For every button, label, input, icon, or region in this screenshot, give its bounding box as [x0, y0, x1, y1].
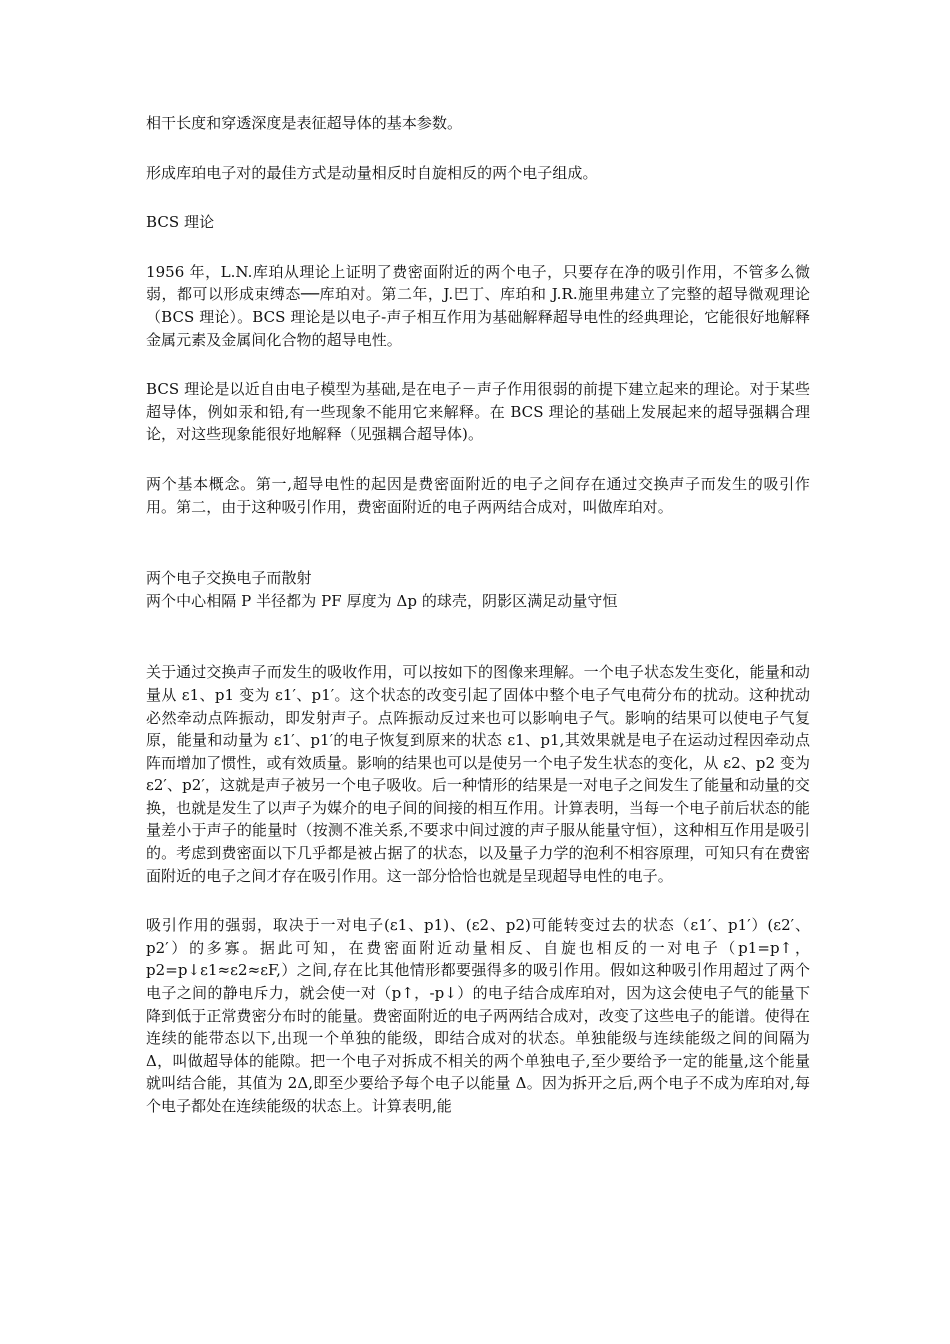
document-page [146, 112, 810, 1118]
paragraph-cooper-pair-formation: 形成库珀电子对的最佳方式是动量相反时自旋相反的两个电子组成。 [146, 163, 598, 182]
paragraph-bcs-history: 1956 年，L.N.库珀从理论上证明了费密面附近的两个电子，只要存在净的吸引作用，不管多么微弱，都可以形成束缚态──库珀对。第二年，J.巴丁、库珀和 J.R.施里弗建立了完整的超导微观理论（BCS 理论）。BCS 理论是以电子-声子相互作用为基础解释超导电性的经典理论，它能很好地解释金属元素及金属间化合物的超导电性。 [146, 262, 810, 349]
heading-bcs-theory: BCS 理论 [146, 213, 215, 232]
caption-electron-scattering: 两个电子交换电子而散射 [146, 569, 312, 588]
paragraph-coherence-length: 相干长度和穿透深度是表征超导体的基本参数。 [146, 114, 463, 132]
caption-spherical-shells: 两个中心相隔 P 半径都为 PF 厚度为 Δp 的球壳，阴影区满足动量守恒 [146, 591, 618, 610]
paragraph-attraction-strength: 吸引作用的强弱，取决于一对电子(ε1、p1)、(ε2、p2)可能转变过去的状态（ε1′、p1′）(ε2′、p2′）的多寡。据此可知，在费密面附近动量相反、自旋也相反的一对电子（p1=p↑，p2=p↓ε1≈ε2≈εF,）之间,存在比其他情形都要强得多的吸引作用。假如这种吸引作用超过了两个电子之间的静电斥力，就会使一对（p↑，-p↓）的电子结合成库珀对，因为这会使电子气的能量下降到低于正常费密分布时的能量。费密面附近的电子两两结合成对，改变了这些电子的能谱。使得在连续的能带态以下,出现一个单独的能级，即结合成对的状态。单独能级与连续能级之间的间隔为 Δ，叫做超导体的能隙。把一个电子对拆成不相关的两个单独电子,至少要给予一定的能量,这个能量就叫结合能，其值为 2Δ,即至少要给予每个电子以能量 Δ。因为拆开之后,两个电子不成为库珀对,每个电子都处在连续能级的状态上。计算表明,能 [146, 916, 810, 1115]
paragraph-phonon-exchange: 关于通过交换声子而发生的吸收作用，可以按如下的图像来理解。一个电子状态发生变化，能量和动量从 ε1、p1 变为 ε1′、p1′。这个状态的改变引起了固体中整个电子气电荷分布的扰动。这种扰动必然牵动点阵振动，即发射声子。点阵振动反过来也可以影响电子气。影响的结果可以使电子气复原，能量和动量为 ε1′、p1′的电子恢复到原来的状态 ε1、p1,其效果就是电子在运动过程因牵动点阵而增加了惯性，或有效质量。影响的结果也可以是使另一个电子发生状态的变化，从 ε2、p2 变为 ε2′、p2′，这就是声子被另一个电子吸收。后一种情形的结果是一对电子之间发生了能量和动量的交换，也就是发生了以声子为媒介的电子间的间接的相互作用。计算表明，当每一个电子前后状态的能量差小于声子的能量时（按测不准关系,不要求中间过渡的声子服从能量守恒），这种相互作用是吸引的。考虑到费密面以下几乎都是被占据了的状态，以及量子力学的泡利不相容原理，可知只有在费密面附近的电子之间才存在吸引作用。这一部分恰恰也就是呈现超导电性的电子。 [146, 663, 810, 885]
paragraph-bcs-basis: BCS 理论是以近自由电子模型为基础,是在电子－声子作用很弱的前提下建立起来的理论。对于某些超导体，例如汞和铅,有一些现象不能用它来解释。在 BCS 理论的基础上发展起来的超导强耦合理论，对这些现象能很好地解释（见强耦合超导体)。 [146, 380, 810, 444]
paragraph-two-concepts: 两个基本概念。第一,超导电性的起因是费密面附近的电子之间存在通过交换声子而发生的吸引作用。第二，由于这种吸引作用，费密面附近的电子两两结合成对，叫做库珀对。 [146, 474, 810, 516]
